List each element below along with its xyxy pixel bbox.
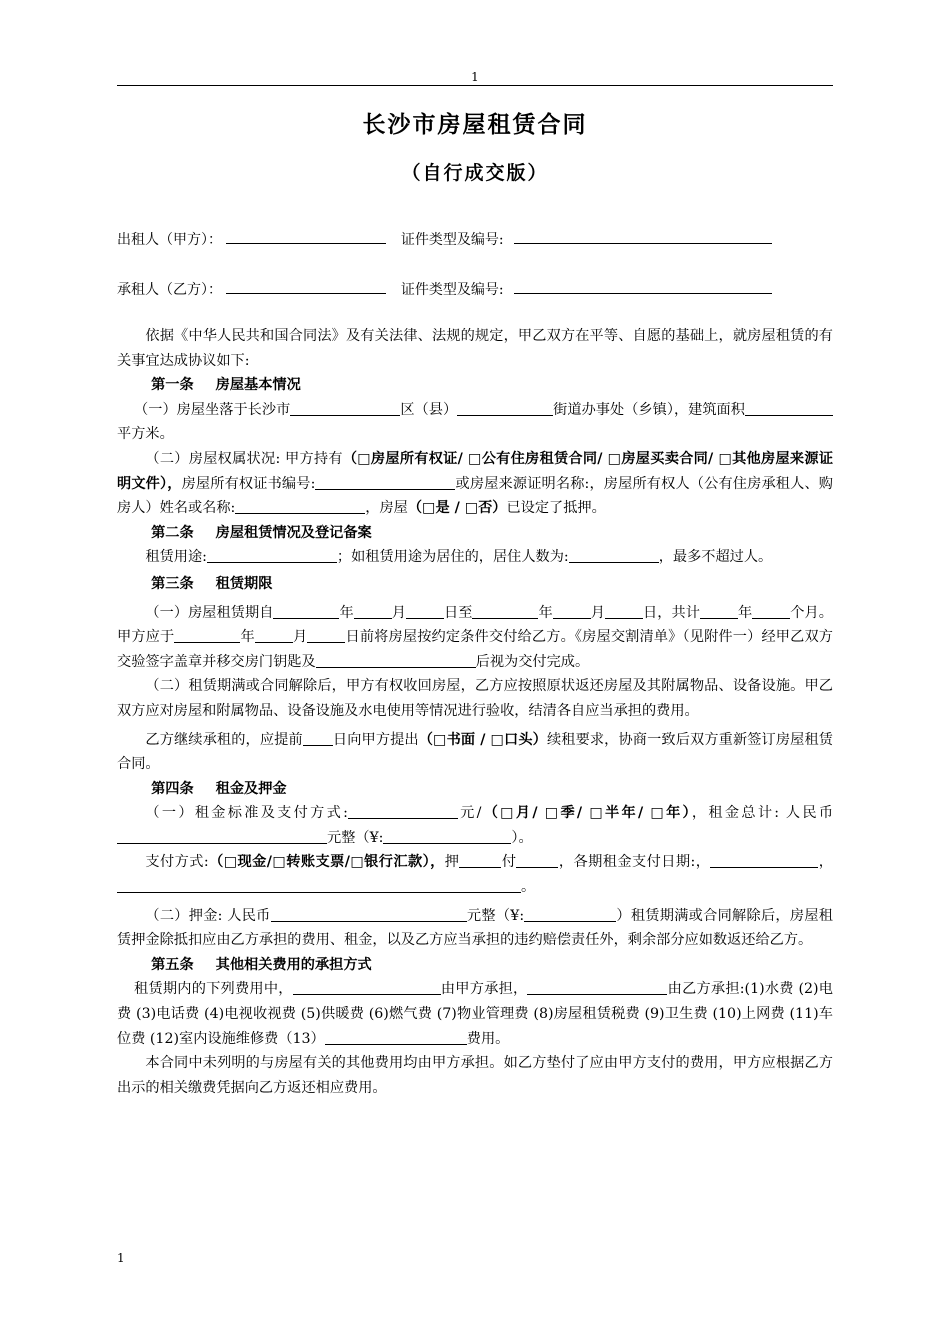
lessor-id-label: 证件类型及编号: [400,232,504,248]
payment-date-1-field[interactable] [710,853,818,868]
start-month-field[interactable] [354,604,392,619]
article-4-para-3 [117,904,833,953]
lessee-row [117,279,833,299]
text: （二）押金: 人民币 [145,907,271,924]
document-subtitle: （自行成交版） [401,162,549,184]
deposit-months-field[interactable] [459,853,501,868]
text: 由乙方承担: [667,981,745,998]
footer-page-number: 1 [117,1251,125,1265]
article-1-para-2 [117,447,833,521]
text: 日向甲方提出 [332,731,419,748]
handover-month-field[interactable] [255,628,293,643]
text: 个月。甲方应于 [117,604,833,646]
lessee-id-field[interactable] [514,279,772,294]
street-office-field[interactable] [457,401,553,416]
intro-paragraph: 依据《中华人民共和国合同法》及有关法律、法规的规定，甲乙双方在平等、自愿的基础上，就房屋租赁的有关事宜达成协议如下: [117,328,833,369]
text: 或房屋来源证明名称: [455,475,590,492]
article-4-para-2 [117,850,833,899]
start-day-field[interactable] [406,604,444,619]
article-1-number: 第一条 [151,377,194,394]
text: 租赁用途: [145,549,207,566]
text: 支付方式: [145,854,209,871]
end-month-field[interactable] [553,604,591,619]
handover-year-field[interactable] [174,628,240,643]
article-3-name: 租赁期限 [215,575,273,592]
rent-amount-field[interactable] [348,804,458,819]
text: 续租要求，协商一致后双方重新签订房屋租赁合同。 [117,731,833,773]
text: 已设定了抵押。 [506,500,606,517]
text: 年 [737,604,753,621]
article-1-para-1 [117,398,833,447]
article-4-para-1 [117,801,833,850]
text: 月 [292,629,308,646]
text: 后视为交付完成。 [475,653,590,670]
deposit-words-field[interactable] [271,907,467,922]
certificate-number-field[interactable] [315,475,455,490]
lessee-label: 承租人（乙方）： [117,282,222,298]
text: 由甲方承担， [440,981,528,998]
text: （一）房屋租赁期自 [145,604,274,621]
header-rule [117,85,833,86]
article-4-heading [117,777,833,802]
contract-body [117,324,833,1100]
text: ；如租赁用途为居住的，居住人数为: [336,549,569,566]
ownership-doc-options[interactable]: （□房屋所有权证/ □公有住房租赁合同/ □房屋买卖合同/ □其他房屋来源证明文件）， [117,450,834,492]
payment-method-options[interactable]: （□现金/□转账支票/□银行汇款）， [208,854,445,871]
usage-field[interactable] [207,548,337,563]
text: 平方米。 [117,426,174,443]
text: ， [695,854,711,871]
text: 区（县） [400,401,458,418]
text: 费用。 [466,1030,510,1047]
text: 年 [339,604,354,621]
text: 日至 [443,604,473,621]
lessor-id-field[interactable] [514,229,772,244]
text: 日，共计 [643,604,700,621]
text: （一）房屋坐落于长沙市 [134,401,291,418]
text: ，各期租金支付日期: [558,854,696,871]
text: 房屋所有权证书编号: [181,475,316,492]
text: ，房屋 [365,500,408,517]
text: ，房屋所有权人（公有住房承租人、购房人）姓名或名称: [117,475,833,517]
article-3-heading [117,572,833,597]
article-3-number: 第三条 [151,575,194,592]
text: 年 [538,604,553,621]
text: ，建筑面积 [673,401,745,418]
deposit-number-field[interactable] [524,907,616,922]
article-5-para-1 [117,977,833,1051]
lessee-id-label: 证件类型及编号: [400,282,504,298]
article-2-heading [117,521,833,546]
text: ， [818,854,833,871]
text: 日前将房屋按约定条件交付给乙方。《房屋交割清单》（见附件一）经甲乙双方交验签字盖章并移交房门钥匙及 [117,629,833,670]
text: 元整（¥: [327,829,384,846]
document-title: 长沙市房屋租赁合同 [362,112,588,138]
text: 乙方继续承租的，应提前 [145,731,303,748]
article-2-number: 第二条 [151,524,194,541]
text: 元整（¥: [466,907,525,924]
text: 付 [501,854,517,871]
handover-items-field[interactable] [316,653,476,668]
article-4-number: 第四条 [151,780,194,797]
other-fee-field[interactable] [325,1030,467,1045]
total-months-field[interactable] [752,604,790,619]
article-1-heading [117,373,833,398]
rent-total-number-field[interactable] [383,829,511,844]
total-years-field[interactable] [700,604,738,619]
text: (1)水费 (2)电费 (3)电话费 (4)电视收视费 (5)供暖费 (6)燃气费 (7)物业管理费 (8)房屋租赁税费 (9)卫生费 (10)上网费 (11)车位费 (12)室内设施维修费（13） [117,981,833,1047]
text: （一）租金标准及支付方式: [145,805,348,822]
text: 租赁期内的下列费用中， [134,981,293,998]
renewal-notice-days-field[interactable] [303,731,333,746]
payment-date-2-field[interactable] [117,878,521,893]
renewal-method-options[interactable]: （□书面 / □口头） [418,731,547,748]
rent-period-options[interactable]: （□月/ □季/ □半年/ □年） [481,805,692,822]
start-year-field[interactable] [273,604,339,619]
text: ）租赁期满或合同解除后，房屋租赁押金除抵扣应由乙方承担的费用、租金，以及乙方应当承担的违约赔偿责任外，剩余部分应如数返还给乙方。 [117,907,833,949]
article-5-name: 其他相关费用的承担方式 [215,956,372,973]
area-field[interactable] [745,401,833,416]
lessee-fees-field[interactable] [527,980,667,995]
article-3-para-1 [117,601,833,675]
article-2-para-1 [117,545,833,570]
article-3-para-2: （二）租赁期满或合同解除后，甲方有权收回房屋，乙方应按照原状返还房屋及其附属物品、设备设施。甲乙双方应对房屋和附属物品、设备设施及水电使用等情况进行验收，结清各自应当承担的费用。 [117,678,833,719]
occupants-field[interactable] [569,548,659,563]
lessor-name-field[interactable] [226,229,386,244]
lessor-label: 出租人（甲方）： [117,232,222,248]
text: （二）房屋权属状况: 甲方持有 [145,450,343,467]
text: 押 [444,854,460,871]
article-3-para-3 [117,728,833,777]
lessor-row [117,229,833,249]
end-day-field[interactable] [605,604,643,619]
text: 。 [521,879,536,896]
lessor-fees-field[interactable] [293,980,441,995]
article-1-name: 房屋基本情况 [215,377,301,394]
lessee-name-field[interactable] [226,279,386,294]
text: 月 [391,604,406,621]
text: 元/ [457,805,482,822]
rent-total-words-field[interactable] [117,829,327,844]
city-district-field[interactable] [290,401,400,416]
owner-name-field[interactable] [235,499,365,514]
pay-months-field[interactable] [516,853,558,868]
text: 月 [590,604,605,621]
text: ，最多不超过人。 [658,549,773,566]
article-5-number: 第五条 [151,956,194,973]
text: 年 [240,629,255,646]
end-year-field[interactable] [472,604,538,619]
text: ，租金总计: 人民币 [691,805,834,822]
article-5-heading [117,953,833,978]
text: ）。 [511,829,533,846]
text: 街道办事处（乡镇） [553,401,674,418]
handover-day-field[interactable] [307,628,345,643]
article-5-para-2: 本合同中未列明的与房屋有关的其他费用均由甲方承担。如乙方垫付了应由甲方支付的费用，甲方应根据乙方出示的相关缴费凭据向乙方返还相应费用。 [117,1055,833,1096]
article-4-name: 租金及押金 [215,780,287,797]
mortgage-options[interactable]: （□是 / □否） [407,500,507,517]
article-2-name: 房屋租赁情况及登记备案 [215,524,372,541]
header-page-number: 1 [471,70,479,84]
